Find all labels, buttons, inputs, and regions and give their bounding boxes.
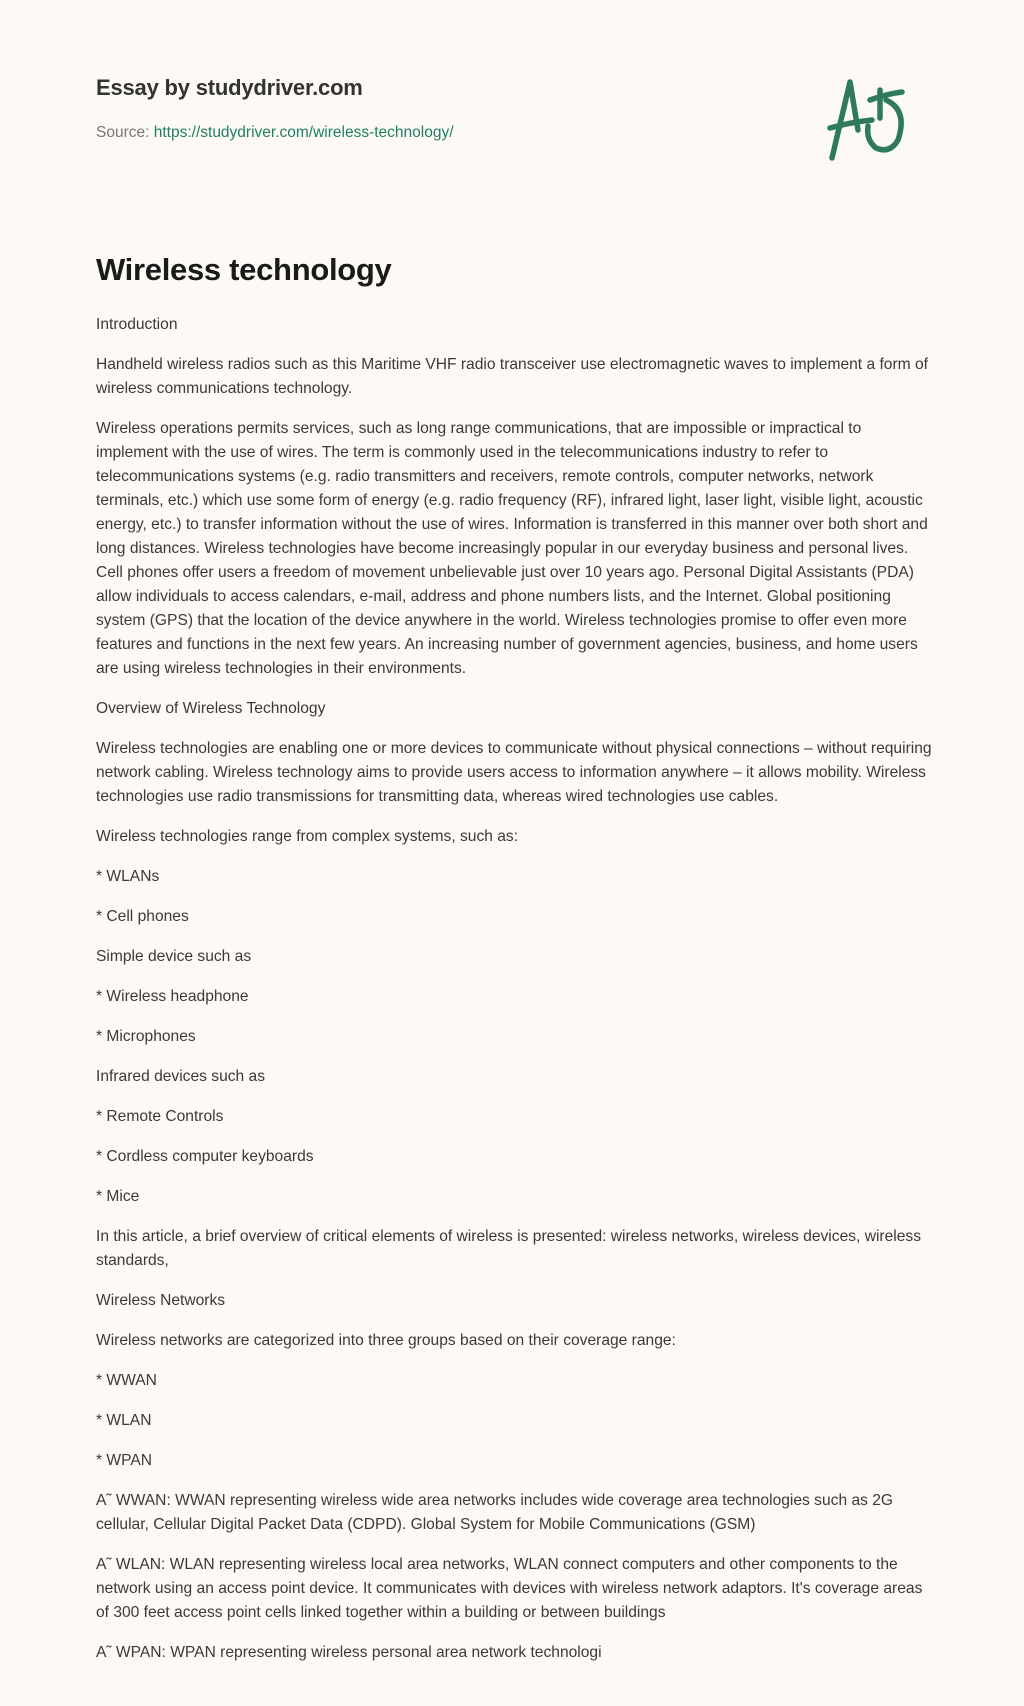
source-label: Source: (96, 124, 150, 141)
essay-paragraph: In this article, a brief overview of critical elements of wireless is presented: wireless networks, wireless devices, wireless standards, (96, 1228, 922, 1269)
essay-paragraph: A˜ WWAN: WWAN representing wireless wide area networks includes wide coverage area technologies such as 2G cellular, Cellular Digital Packet Data (CDPD). Global System for Mobile Communications (GSM) (96, 1492, 894, 1533)
essay-paragraph: * Cell phones (96, 908, 189, 925)
essay-paragraph: * Cordless computer keyboards (96, 1148, 314, 1165)
essay-paragraph: Wireless technologies are enabling one or more devices to communicate without physical connections – without requiring network cabling. Wireless technology aims to provide users access to information anywhere – it allows mobility. Wireless technologies use radio transmissions for transmitting data, whereas wired technologies use cables. (96, 740, 932, 805)
essay-paragraph: Infrared devices such as (96, 1068, 266, 1085)
essay-paragraph: * Remote Controls (96, 1108, 224, 1125)
essay-paragraph: A˜ WPAN: WPAN representing wireless personal area network technologi (96, 1644, 602, 1661)
essay-paragraph: A˜ WLAN: WLAN representing wireless local area networks, WLAN connect computers and other components to the network using an access point device. It communicates with devices with wireless network adaptors. It's coverage areas of 300 feet access point cells linked together within a building or between buildings (96, 1556, 923, 1621)
essay-paragraph: * Mice (96, 1188, 140, 1205)
essay-paragraph: Wireless operations permits services, such as long range communications, that are impossible or impractical to implement with the use of wires. The term is commonly used in the telecommunications industry to refer to telecommunications systems (e.g. radio transmitters and receivers, remote controls, computer networks, network terminals, etc.) which use some form of energy (e.g. radio frequency (RF), infrared light, laser light, visible light, acoustic energy, etc.) to transfer information without the use of wires. Information is transferred in this manner over both short and long distances. Wireless technologies have become increasingly popular in our everyday business and personal lives. Cell phones offer users a freedom of movement unbelievable just over 10 years ago. Personal Digital Assistants (PDA) allow individuals to access calendars, e-mail, address and phone numbers lists, and the Internet. Global positioning system (GPS) that the location of the device anywhere in the world. Wireless technologies promise to offer even more features and functions in the next few years. An increasing number of government agencies, business, and home users are using wireless technologies in their environments. (96, 420, 928, 677)
essay-paragraph: Simple device such as (96, 948, 252, 965)
essay-paragraph: * WLAN (96, 1412, 152, 1429)
essay-paragraph: Wireless Networks (96, 1292, 226, 1309)
essay-paragraph: * Microphones (96, 1028, 196, 1045)
essay-paragraph: Wireless networks are categorized into three groups based on their coverage range: (96, 1332, 676, 1349)
essay-paragraph: Introduction (96, 316, 178, 333)
essay-paragraph: * WWAN (96, 1372, 157, 1389)
source-line (96, 124, 454, 142)
source-link[interactable]: https://studydriver.com/wireless-technology/ (153, 124, 454, 141)
essay-paragraph: Handheld wireless radios such as this Maritime VHF radio transceiver use electromagnetic waves to implement a form of wireless communications technology. (96, 356, 929, 397)
essay-title: Wireless technology (96, 252, 392, 287)
essay-paragraph: Wireless technologies range from complex systems, such as: (96, 828, 519, 845)
essay-paragraph: * WPAN (96, 1452, 153, 1469)
essay-body (96, 313, 934, 1681)
essay-paragraph: Overview of Wireless Technology (96, 700, 326, 717)
site-brand: Essay by studydriver.com (96, 75, 363, 100)
a-plus-logo-icon (822, 70, 930, 166)
essay-paragraph: * WLANs (96, 868, 160, 885)
essay-paragraph: * Wireless headphone (96, 988, 249, 1005)
